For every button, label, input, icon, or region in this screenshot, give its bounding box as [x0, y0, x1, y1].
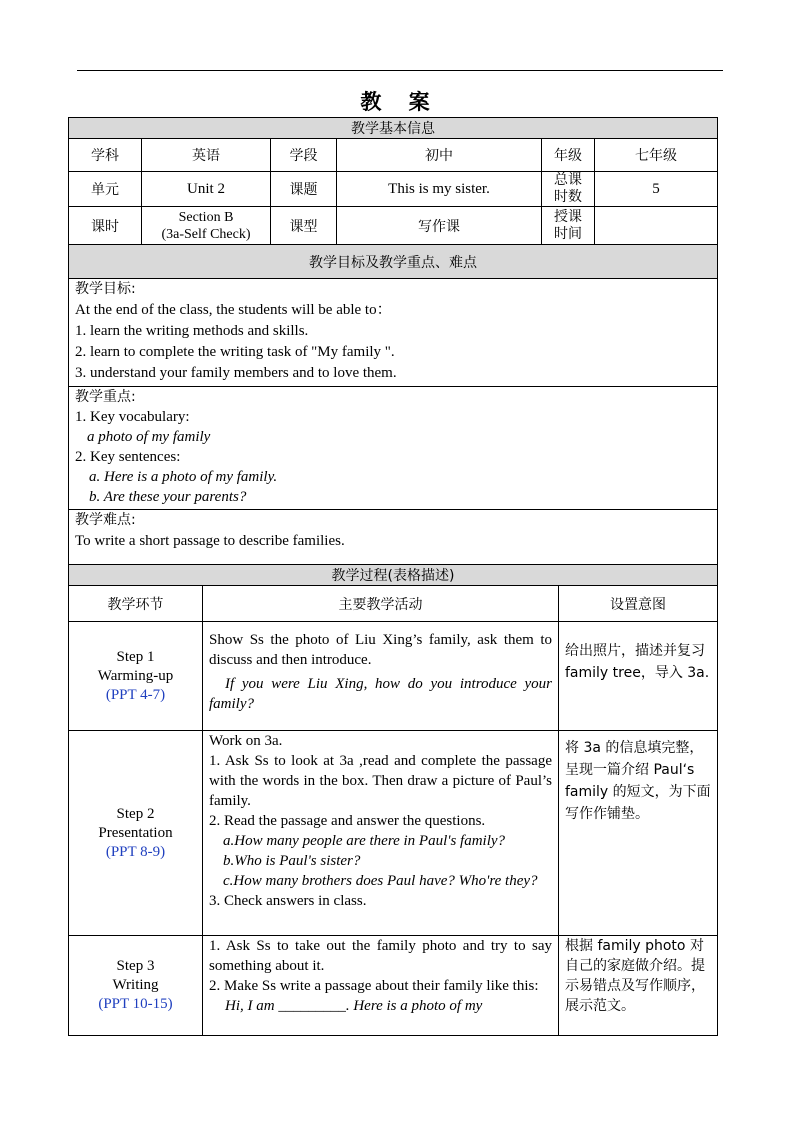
type-value: 写作课 [337, 207, 542, 245]
stage-value: 初中 [337, 139, 542, 172]
period-value [142, 207, 271, 245]
type-label: 课型 [271, 207, 337, 245]
topic-value: This is my sister. [337, 172, 542, 207]
objective-line: 2. learn to complete the writing task of "My family ". [75, 344, 395, 360]
difficult-points-title: 教学难点: [75, 512, 136, 528]
activity-line: 2. Read the passage and answer the questions. [209, 813, 486, 829]
table-row [69, 936, 718, 1036]
activity-line: 3. Check answers in class. [209, 893, 367, 909]
ppt-ref: (PPT 10-15) [98, 996, 173, 1012]
activity-line: Show Ss the photo of Liu Xing’s family, ask them to discuss and then introduce. [209, 632, 552, 668]
document-title: 教 案 [360, 90, 440, 114]
activity-line: 2. Make Ss write a passage about their family like this: [209, 978, 539, 994]
step-name: Step 1 [116, 648, 155, 665]
objectives-title: 教学目标: [75, 281, 136, 297]
activity-line: Hi, I am _________. Here is a photo of my [225, 998, 483, 1014]
key-points-cell [69, 387, 718, 510]
intent-cell: 将 3a 的信息填完整，呈现一篇介绍 Paul‘s family 的短文，为下面写作作铺垫。 [559, 731, 718, 936]
unit-value: Unit 2 [142, 172, 271, 207]
activity-cell [203, 936, 559, 1036]
table-row [69, 731, 718, 936]
grade-value: 七年级 [595, 139, 718, 172]
total-label: 总课时数 [542, 172, 595, 207]
col-activity-header: 主要教学活动 [203, 586, 559, 622]
step-name: Warming-up [97, 667, 174, 684]
activity-line: a.How many people are there in Paul's family? [223, 833, 506, 849]
objective-line: 1. learn the writing methods and skills. [75, 323, 309, 339]
period-label: 课时 [69, 207, 142, 245]
key-line: b. Are these your parents? [89, 489, 247, 505]
ppt-ref: (PPT 8-9) [105, 843, 166, 860]
objective-line: At the end of the class, the students will be able to： [75, 302, 392, 318]
col-intent-header: 设置意图 [559, 586, 718, 622]
grade-label: 年级 [542, 139, 595, 172]
activity-line: b.Who is Paul's sister? [223, 853, 361, 869]
time-value [595, 207, 718, 245]
time-label: 授课时间 [542, 207, 595, 245]
step-name-cell [69, 622, 203, 731]
step-name-cell [69, 731, 203, 936]
intent-cell: 根据 family photo 对自己的家庭做介绍。提示易错点及写作顺序，展示范文。 [559, 936, 718, 1036]
period-line-2: (3a-Self Check) [161, 226, 251, 242]
basic-info-header: 教学基本信息 [69, 118, 718, 139]
subject-value: 英语 [142, 139, 271, 172]
objective-line: 3. understand your family members and to love them. [75, 365, 397, 381]
period-line-1: Section B [178, 209, 234, 225]
ppt-ref: (PPT 4-7) [105, 686, 166, 703]
total-value: 5 [595, 172, 718, 207]
goals-header: 教学目标及教学重点、难点 [69, 245, 718, 279]
intent-cell: 给出照片，描述并复习 family tree，导入 3a. [559, 622, 718, 731]
objectives-cell [69, 279, 718, 387]
activity-line: Work on 3a. [209, 733, 283, 749]
unit-label: 单元 [69, 172, 142, 207]
key-points-title: 教学重点: [75, 389, 136, 405]
step-name: Step 2 [116, 805, 155, 822]
key-line: 1. Key vocabulary: [75, 409, 190, 425]
key-line: 2. Key sentences: [75, 449, 181, 465]
activity-cell [203, 622, 559, 731]
basic-info-table [68, 117, 718, 578]
col-step-header: 教学环节 [69, 586, 203, 622]
stage-label: 学段 [271, 139, 337, 172]
topic-label: 课题 [271, 172, 337, 207]
key-line: a. Here is a photo of my family. [89, 469, 278, 485]
step-name-cell [69, 936, 203, 1036]
activity-line: 1. Ask Ss to take out the family photo and try to say something about it. [209, 938, 552, 974]
header-rule [77, 70, 723, 71]
step-name: Writing [112, 977, 159, 993]
key-line: a photo of my family [87, 429, 211, 445]
activity-line: 1. Ask Ss to look at 3a ,read and complete the passage with the words in the box. Then draw a picture of Paul’s family. [209, 753, 552, 809]
step-name: Step 3 [116, 958, 155, 974]
process-header: 教学过程(表格描述) [69, 565, 718, 586]
difficult-line: To write a short passage to describe families. [75, 533, 345, 549]
process-table [68, 564, 718, 1036]
step-name: Presentation [98, 824, 173, 841]
table-row [69, 622, 718, 731]
activity-cell [203, 731, 559, 936]
subject-label: 学科 [69, 139, 142, 172]
activity-line: c.How many brothers does Paul have? Who're they? [223, 873, 538, 889]
activity-line: If you were Liu Xing, how do you introduce your family? [209, 676, 552, 712]
